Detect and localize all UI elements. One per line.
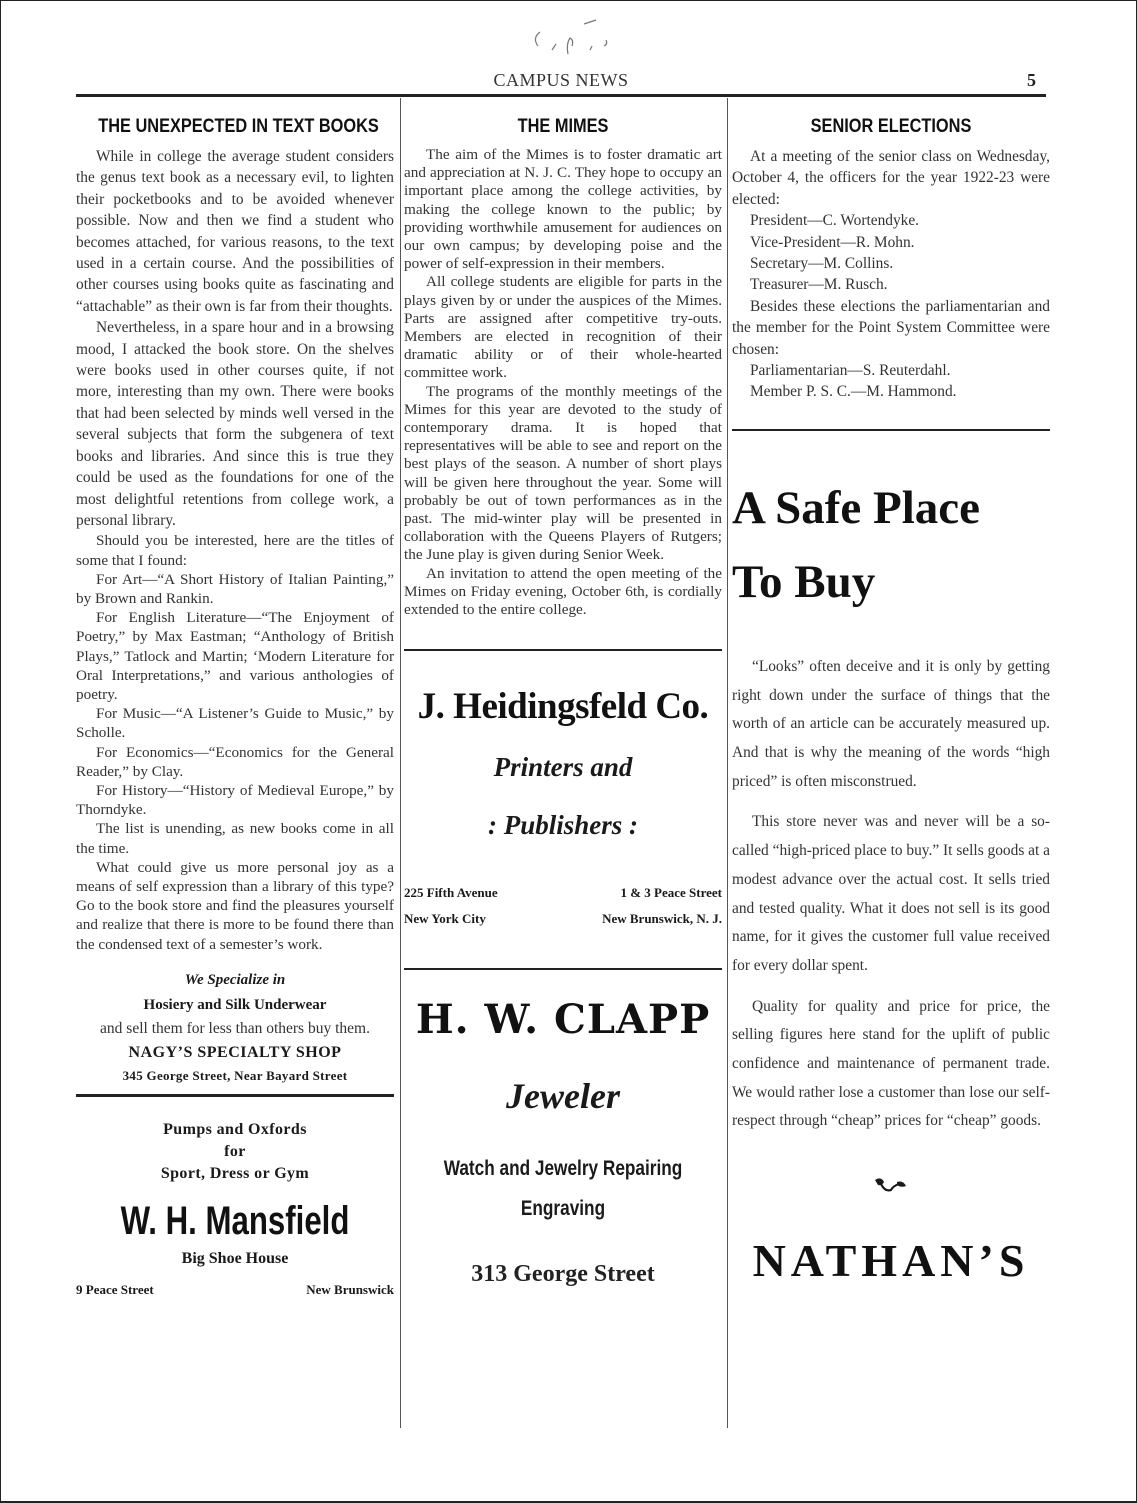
article-headline-senior-elections: SENIOR ELECTIONS bbox=[810, 116, 972, 137]
article-headline-text-books: THE UNEXPECTED IN TEXT BOOKS bbox=[98, 116, 379, 137]
address-line: 225 Fifth Avenue bbox=[404, 885, 498, 901]
paragraph: The aim of the Mimes is to foster dramatic art and appreciation at N. J. C. They hope to occupy an important place among the college activities, by making the college known to the public; by providing worthwhile amusement for audiences on our own campus; by developing poise and the power of self-expression in their members. bbox=[404, 146, 722, 273]
article-body-senior-elections bbox=[732, 146, 1050, 403]
ad-product: Hosiery and Silk Underwear bbox=[143, 996, 327, 1013]
officer-item: Secretary—M. Collins. bbox=[750, 255, 894, 273]
address-line: New Brunswick, N. J. bbox=[602, 911, 722, 927]
page-number: 5 bbox=[1027, 70, 1036, 90]
running-title: CAMPUS NEWS bbox=[493, 70, 629, 90]
ad-nagys-specialty-shop bbox=[76, 972, 394, 1097]
ad-line: : Publishers : bbox=[487, 810, 639, 841]
paragraph: All college students are eligible for parts in the plays given by or under the auspices of the Mimes. Parts are assigned after competitive try-outs. Members are elected in recognition of their dramatic ability or of their whole-hearted committee work. bbox=[404, 273, 722, 382]
ad-address-left: 9 Peace Street bbox=[76, 1281, 154, 1297]
ad-address-row bbox=[76, 1282, 394, 1298]
officer-item: Parliamentarian—S. Reuterdahl. bbox=[750, 362, 951, 380]
header-rule bbox=[76, 94, 1046, 97]
officer-item: Vice-President—R. Mohn. bbox=[750, 233, 915, 251]
paragraph: Should you be interested, here are the titles of some that I found: bbox=[76, 532, 394, 569]
ad-divider bbox=[76, 1094, 394, 1097]
section-divider bbox=[404, 968, 722, 970]
column-divider-right bbox=[727, 98, 728, 1428]
article-headline-mimes: THE MIMES bbox=[517, 116, 609, 137]
article-body-mimes bbox=[404, 146, 722, 619]
ad-address-right: New Brunswick bbox=[306, 1281, 394, 1297]
paragraph: This store never was and never will be a so-called “high-priced place to buy.” It sells goods at a modest advance over the actual cost. It sells tried and tested quality. What it does not sell is its good name, for it gives the customer full value received for every dollar spent. bbox=[732, 813, 1050, 974]
ad-title bbox=[732, 471, 1050, 619]
column-divider-left bbox=[400, 98, 401, 1428]
ad-service: Engraving bbox=[520, 1197, 606, 1221]
ad-address: 313 George Street bbox=[471, 1261, 655, 1288]
paragraph: Besides these elections the parliamentarian and the member for the Point System Committee were chosen: bbox=[732, 297, 1050, 358]
column-middle bbox=[404, 110, 722, 1288]
paragraph: At a meeting of the senior class on Wednesday, October 4, the officers for the year 1922-23 were elected: bbox=[732, 148, 1050, 208]
paragraph: The programs of the monthly meetings of the Mimes for this year are devoted to the study of contemporary drama. It is hoped that representatives will be able to see and report on the best plays of the season. A number of short plays will be given here throughout the year. Some will probably be out of town performances as in the past. The mid-winter play will be presented in collaboration with the Queens Players of Rutgers; the June play is given during Senior Week. bbox=[404, 382, 722, 564]
ad-line: for bbox=[224, 1142, 246, 1160]
column-right bbox=[732, 110, 1050, 1287]
running-head bbox=[76, 68, 1046, 94]
ad-line: Pumps and Oxfords bbox=[163, 1120, 307, 1138]
ad-line: Sport, Dress or Gym bbox=[160, 1164, 310, 1182]
list-item: For History—“History of Medieval Europe,” by Thorndyke. bbox=[76, 781, 394, 819]
paragraph: Nevertheless, in a spare hour and in a browsing mood, I attacked the book store. On the shelves were books used in other courses quite, if not more, interesting than my own. There were books that had been selected by minds well versed in the several subjects that form the subgenera of text books and libraries. And since this is true they could be used as the foundations for one of the most delightful retentions from college work, a personal library. bbox=[76, 319, 394, 529]
leaf-sprig-ornament-icon bbox=[732, 1176, 1050, 1206]
paragraph: While in college the average student considers the genus text book as a necessary evil, to lighten their pocketbooks and to be avoided whenever possible. Now and then we find a student who becomes attached, for various reasons, to the text used in a certain course. And the possibilities of other courses using books quite as fascinating and “attachable” as their own is far from their thoughts. bbox=[76, 148, 394, 315]
ad-body bbox=[732, 653, 1050, 1136]
ad-mansfield bbox=[76, 1119, 394, 1298]
section-divider bbox=[732, 429, 1050, 431]
officer-item: Member P. S. C.—M. Hammond. bbox=[750, 383, 957, 401]
ad-tag: Big Shoe House bbox=[181, 1249, 289, 1267]
article-body-text-books bbox=[76, 146, 394, 531]
paragraph: “Looks” often deceive and it is only by getting right down under the surface of things that the worth of an article can be accurately measured up. And that is why the meaning of the words “high priced” is often misconstrued. bbox=[732, 657, 1050, 790]
ad-company-name: J. Heidingsfeld Co. bbox=[417, 686, 709, 728]
ad-addresses bbox=[404, 880, 722, 932]
column-left bbox=[76, 110, 394, 1298]
list-item: For Music—“A Listener’s Guide to Music,” by Scholle. bbox=[76, 705, 394, 742]
list-item: For Art—“A Short History of Italian Painting,” by Brown and Rankin. bbox=[76, 570, 394, 607]
ad-address-new-york bbox=[404, 880, 498, 932]
list-item: For English Literature—“The Enjoyment of Poetry,” by Max Eastman; “Anthology of British Plays,” Tatlock and Martin; ‘Modern Literature for Oral Interpretations,” and various anthologies of poetry. bbox=[76, 609, 394, 703]
ad-store-name: NATHAN’S bbox=[752, 1235, 1030, 1287]
ad-hw-clapp bbox=[404, 996, 722, 1288]
ad-line: Printers and bbox=[493, 752, 633, 783]
ad-nathans bbox=[732, 471, 1050, 1287]
address-line: 1 & 3 Peace Street bbox=[620, 885, 722, 901]
paragraph: Quality for quality and price for price, the selling figures here stand for the uplift of public confidence and maintenance of permanent trade. We would rather lose a customer than lose our self-respect through “cheap” prices for “cheap” goods. bbox=[732, 997, 1050, 1130]
ad-address: 345 George Street, Near Bayard Street bbox=[122, 1067, 348, 1083]
pencil-scribble-mark bbox=[520, 10, 650, 70]
ad-trade: Jeweler bbox=[506, 1076, 620, 1117]
ad-tagline: We Specialize in bbox=[184, 971, 286, 988]
ad-store-name: W. H. Mansfield bbox=[120, 1198, 350, 1243]
article-book-list bbox=[76, 531, 394, 953]
ad-shop-name: NAGY’S SPECIALTY SHOP bbox=[128, 1043, 342, 1061]
paragraph: What could give us more personal joy as a means of self expression than a library of this type? Go to the book store and find the pleasures yourself and realize that there is more to be found there than the condensed text of a semester’s work. bbox=[76, 858, 394, 953]
officer-item: Treasurer—M. Rusch. bbox=[750, 276, 888, 294]
ad-title-line: To Buy bbox=[732, 555, 876, 608]
paragraph: The list is unending, as new books come in all the time. bbox=[76, 820, 394, 857]
ad-pitch: and sell them for less than others buy them. bbox=[100, 1019, 370, 1037]
ad-store-name: H. W. CLAPP bbox=[415, 996, 711, 1044]
list-item: For Economics—“Economics for the General Reader,” by Clay. bbox=[76, 743, 394, 780]
ad-service: Watch and Jewelry Repairing bbox=[443, 1157, 683, 1181]
paragraph: An invitation to attend the open meeting of the Mimes on Friday evening, October 6th, is cordially extended to the entire college. bbox=[404, 564, 722, 619]
ad-address-new-brunswick bbox=[602, 880, 722, 932]
ad-heidingsfeld bbox=[404, 685, 722, 932]
section-divider bbox=[404, 649, 722, 651]
address-line: New York City bbox=[404, 911, 486, 927]
ad-title-line: A Safe Place bbox=[732, 481, 980, 534]
officer-item: President—C. Wortendyke. bbox=[750, 212, 920, 230]
